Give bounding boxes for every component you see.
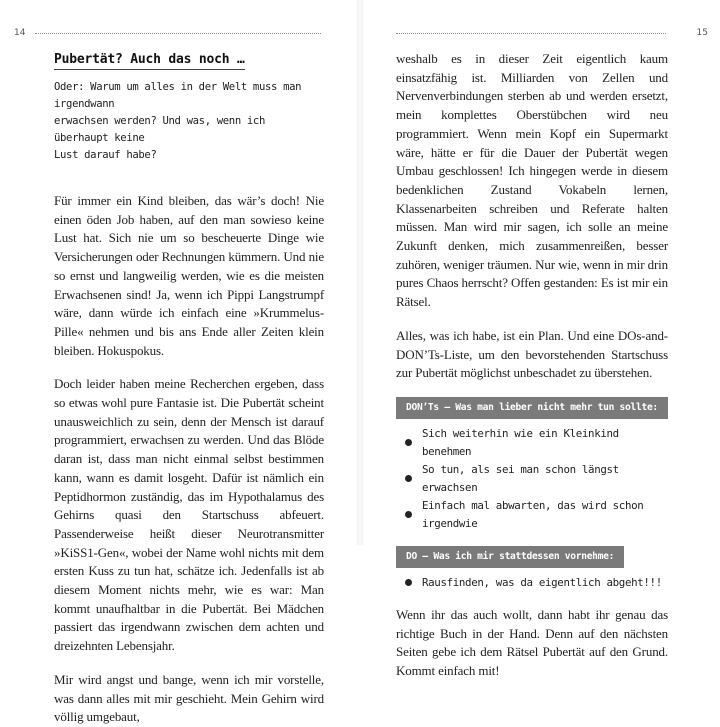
page-number-right: 15 xyxy=(696,28,708,38)
body-paragraph: Mir wird angst und bange, wenn ich mir vorstelle, was dann alles mit mir geschieht. Mein Gehirn wird völlig umgebaut, xyxy=(54,671,324,725)
dos-list-item xyxy=(396,574,668,592)
right-page-column xyxy=(396,50,668,681)
body-paragraph: Für immer ein Kind bleiben, das wär’s doch! Nie einen öden Job haben, auf den man sowieso keine Lust hat. Sich nie um so bescheuerte Dinge wie Versicherungen oder Rechnungen kümmern. Und nie so ernst und langweilig werden, wie es die meisten Erwachsenen sind! Ja, wenn ich Pippi Langstrumpf wäre, dann würde ich einfach eine »Krummelus-Pille« nehmen und bis ans Ende aller Zeiten klein bleiben. Hokuspokus. xyxy=(54,193,324,358)
donts-label: DON’Ts – Was man lieber nicht mehr tun sollte: xyxy=(396,397,668,419)
list-item-text: So tun, als sei man schon längst erwachsen xyxy=(422,462,619,494)
chapter-heading: Pubertät? Auch das noch … xyxy=(54,52,245,70)
left-page-column xyxy=(54,50,324,727)
donts-list-item xyxy=(396,425,668,461)
bullet-dot-icon xyxy=(405,511,412,518)
donts-list-item xyxy=(396,497,668,533)
subheading-line: erwachsen werden? Und was, wenn ich überhaupt keine xyxy=(54,115,265,144)
page-number-left: 14 xyxy=(14,28,26,38)
bullet-dot-icon xyxy=(405,439,412,446)
list-item-text: Sich weiterhin wie ein Kleinkind benehmen xyxy=(422,426,619,458)
dos-list xyxy=(396,574,668,592)
book-gutter xyxy=(357,0,363,545)
donts-list-item xyxy=(396,461,668,497)
subheading-line: Oder: Warum um alles in der Welt muss man irgendwann xyxy=(54,81,302,110)
donts-list xyxy=(396,425,668,533)
bullet-dot-icon xyxy=(405,579,412,586)
body-paragraph: Alles, was ich habe, ist ein Plan. Und eine DOs-and-DON’Ts-Liste, um den bevorstehenden Startschuss zur Pubertät möglichst unbeschadet zu überstehen. xyxy=(396,327,668,381)
list-item-text: Einfach mal abwarten, das wird schon irgendwie xyxy=(422,498,644,530)
closing-paragraph: Wenn ihr das auch wollt, dann habt ihr genau das richtige Buch in der Hand. Denn auf den nächsten Seiten gebe ich dem Rätsel Pubertät auf den Grund. Kommt einfach mit! xyxy=(396,606,668,679)
list-item-text: Rausfinden, was da eigentlich abgeht!!! xyxy=(422,575,662,589)
chapter-subheading xyxy=(54,79,324,164)
header-dotted-rule-left xyxy=(35,33,321,34)
bullet-dot-icon xyxy=(405,475,412,482)
dos-label: DO – Was ich mir stattdessen vornehme: xyxy=(396,546,624,568)
body-paragraph: Doch leider haben meine Recherchen ergeben, dass so etwas wohl pure Fantasie ist. Die Pubertät scheint unausweichlich zu sein, denn der Mensch ist darauf programmiert, erwachsen zu werden. Und das Blöde daran ist, dass man nicht einmal selbst bestimmen kann, wann es damit losgeht. Dafür ist nämlich ein Peptidhormon zuständig, das im Hypothalamus des Gehirns quasi den Startschuss abfeuert. Passenderweise heißt dieser Neurotransmitter »KiSS1-Gen«, wobei der Name wohl nichts mit dem ersten Kuss zu tun hat, schätze ich. Jedenfalls ist ab diesem Moment nichts mehr, wie es war: Man kommt unaufhaltbar in die Pubertät. Bei Mädchen passiert das irgendwann zwischen dem achten und dreizehnten Lebensjahr. xyxy=(54,376,324,654)
header-dotted-rule-right xyxy=(396,33,666,34)
subheading-line: Lust darauf habe? xyxy=(54,149,157,161)
body-paragraph: weshalb es in dieser Zeit eigentlich kaum einsatzfähig ist. Milliarden von Zellen und Nervenverbindungen sterben ab und werden ersetzt, mein komplettes Oberstübchen wird neu programmiert. Wenn mein Kopf ein Supermarkt wäre, hätte er für die Dauer der Pubertät wegen Umbau geschlossen! Ich hingegen werde in diesem bedenklichen Zustand Vokabeln lernen, Klassenarbeiten schreiben und Referate halten müssen. Man wird mir sagen, ich solle an meine Zukunft denken, mich zusammenreißen, besser zuhören, weniger träumen. Nur wie, wenn in mir drin pures Chaos herrscht? Offen gestanden: Es ist mir ein Rätsel. xyxy=(396,51,668,310)
